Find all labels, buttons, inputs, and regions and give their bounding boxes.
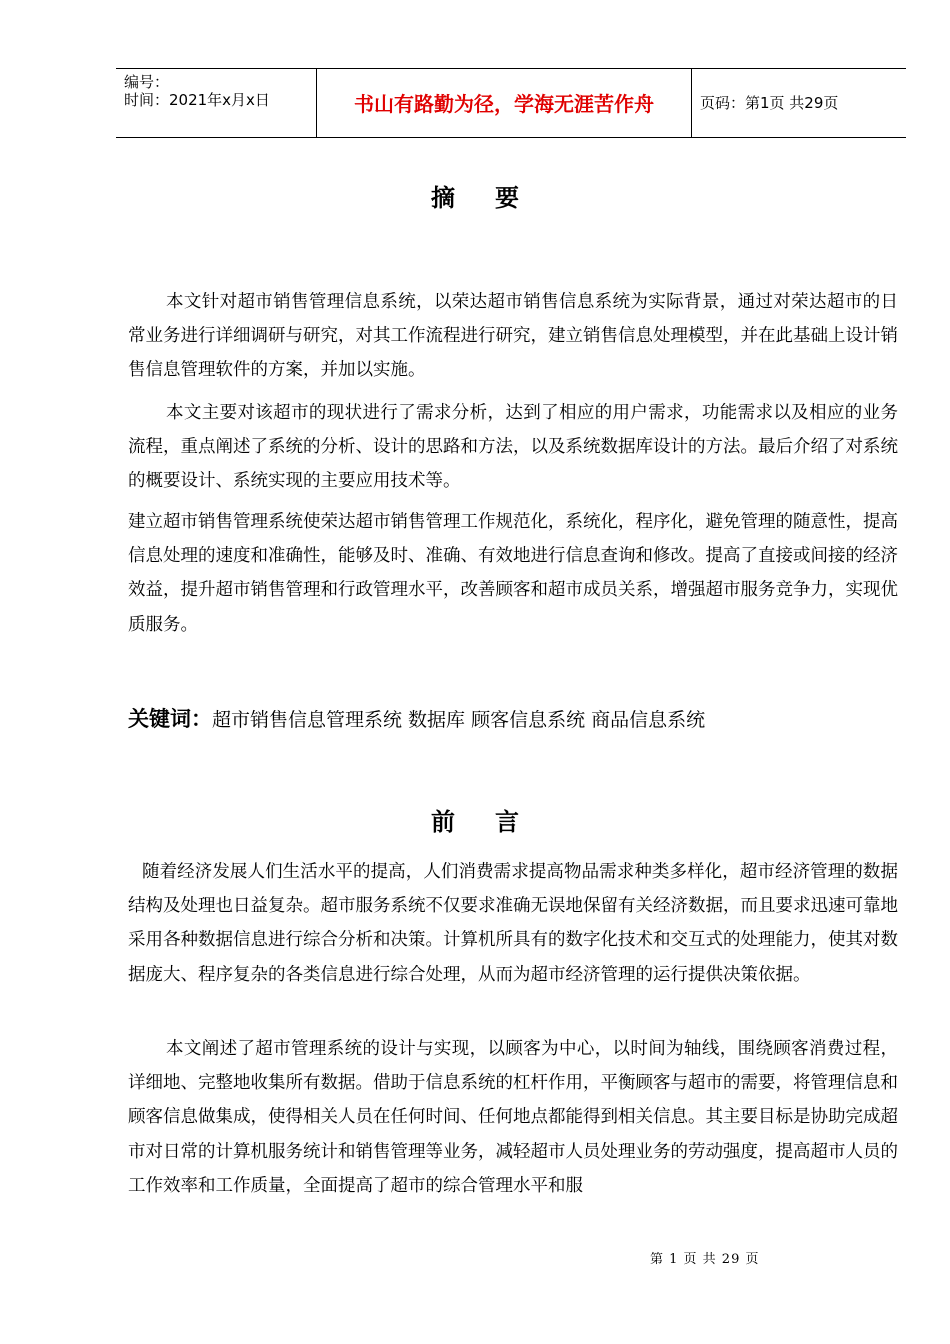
preface-title: 前言 [431,808,559,836]
time-label: 时间：2021年x月x日 [124,91,270,109]
header-cell-meta [116,69,316,137]
abstract-paragraph-3: 建立超市销售管理系统使荣达超市销售管理工作规范化，系统化，程序化，避免管理的随意性，提高信息处理的速度和准确性，能够及时、准确、有效地进行信息查询和修改。提高了直接或间接的经济效益，提升超市销售管理和行政管理水平，改善顾客和超市成员关系，增强超市服务竞争力，实现优质服务。 [128,512,898,635]
preface-paragraph-1: 随着经济发展人们生活水平的提高，人们消费需求提高物品需求种类多样化，超市经济管理的数据结构及处理也日益复杂。超市服务系统不仅要求准确无误地保留有关经济数据，而且要求迅速可靠地采用各种数据信息进行综合分析和决策。计算机所具有的数字化技术和交互式的处理能力，使其对数据庞大、程序复杂的各类信息进行综合处理，从而为超市经济管理的运行提供决策依据。 [128,862,898,985]
abstract-title: 摘要 [431,184,559,212]
keywords-value: 超市销售信息管理系统 数据库 顾客信息系统 商品信息系统 [212,709,706,731]
number-label: 编号： [124,73,170,91]
page-footer: 第 1 页 共 29 页 [650,1252,760,1267]
document-header [116,68,906,138]
motto-text: 书山有路勤为径，学海无涯苦作舟 [354,92,654,116]
keywords-label: 关键词： [128,707,212,731]
header-cell-motto [316,69,692,137]
preface-paragraph-2: 本文阐述了超市管理系统的设计与实现，以顾客为中心，以时间为轴线，围绕顾客消费过程，详细地、完整地收集所有数据。借助于信息系统的杠杆作用，平衡顾客与超市的需要，将管理信息和顾客信息做集成，使得相关人员在任何时间、任何地点都能得到相关信息。其主要目标是协助完成超市对日常的计算机服务统计和销售管理等业务，减轻超市人员处理业务的劳动强度，提高超市人员的工作效率和工作质量，全面提高了超市的综合管理水平和服 [128,1039,898,1196]
header-cell-page [692,69,906,137]
keywords-line [128,702,898,737]
page-info: 页码：第1页 共29页 [700,94,839,112]
abstract-paragraph-1: 本文针对超市销售管理信息系统，以荣达超市销售信息系统为实际背景，通过对荣达超市的日常业务进行详细调研与研究，对其工作流程进行研究，建立销售信息处理模型，并在此基础上设计销售信息管理软件的方案，并加以实施。 [128,292,898,381]
abstract-paragraph-2: 本文主要对该超市的现状进行了需求分析，达到了相应的用户需求，功能需求以及相应的业务流程，重点阐述了系统的分析、设计的思路和方法，以及系统数据库设计的方法。最后介绍了对系统的概要设计、系统实现的主要应用技术等。 [128,403,898,492]
